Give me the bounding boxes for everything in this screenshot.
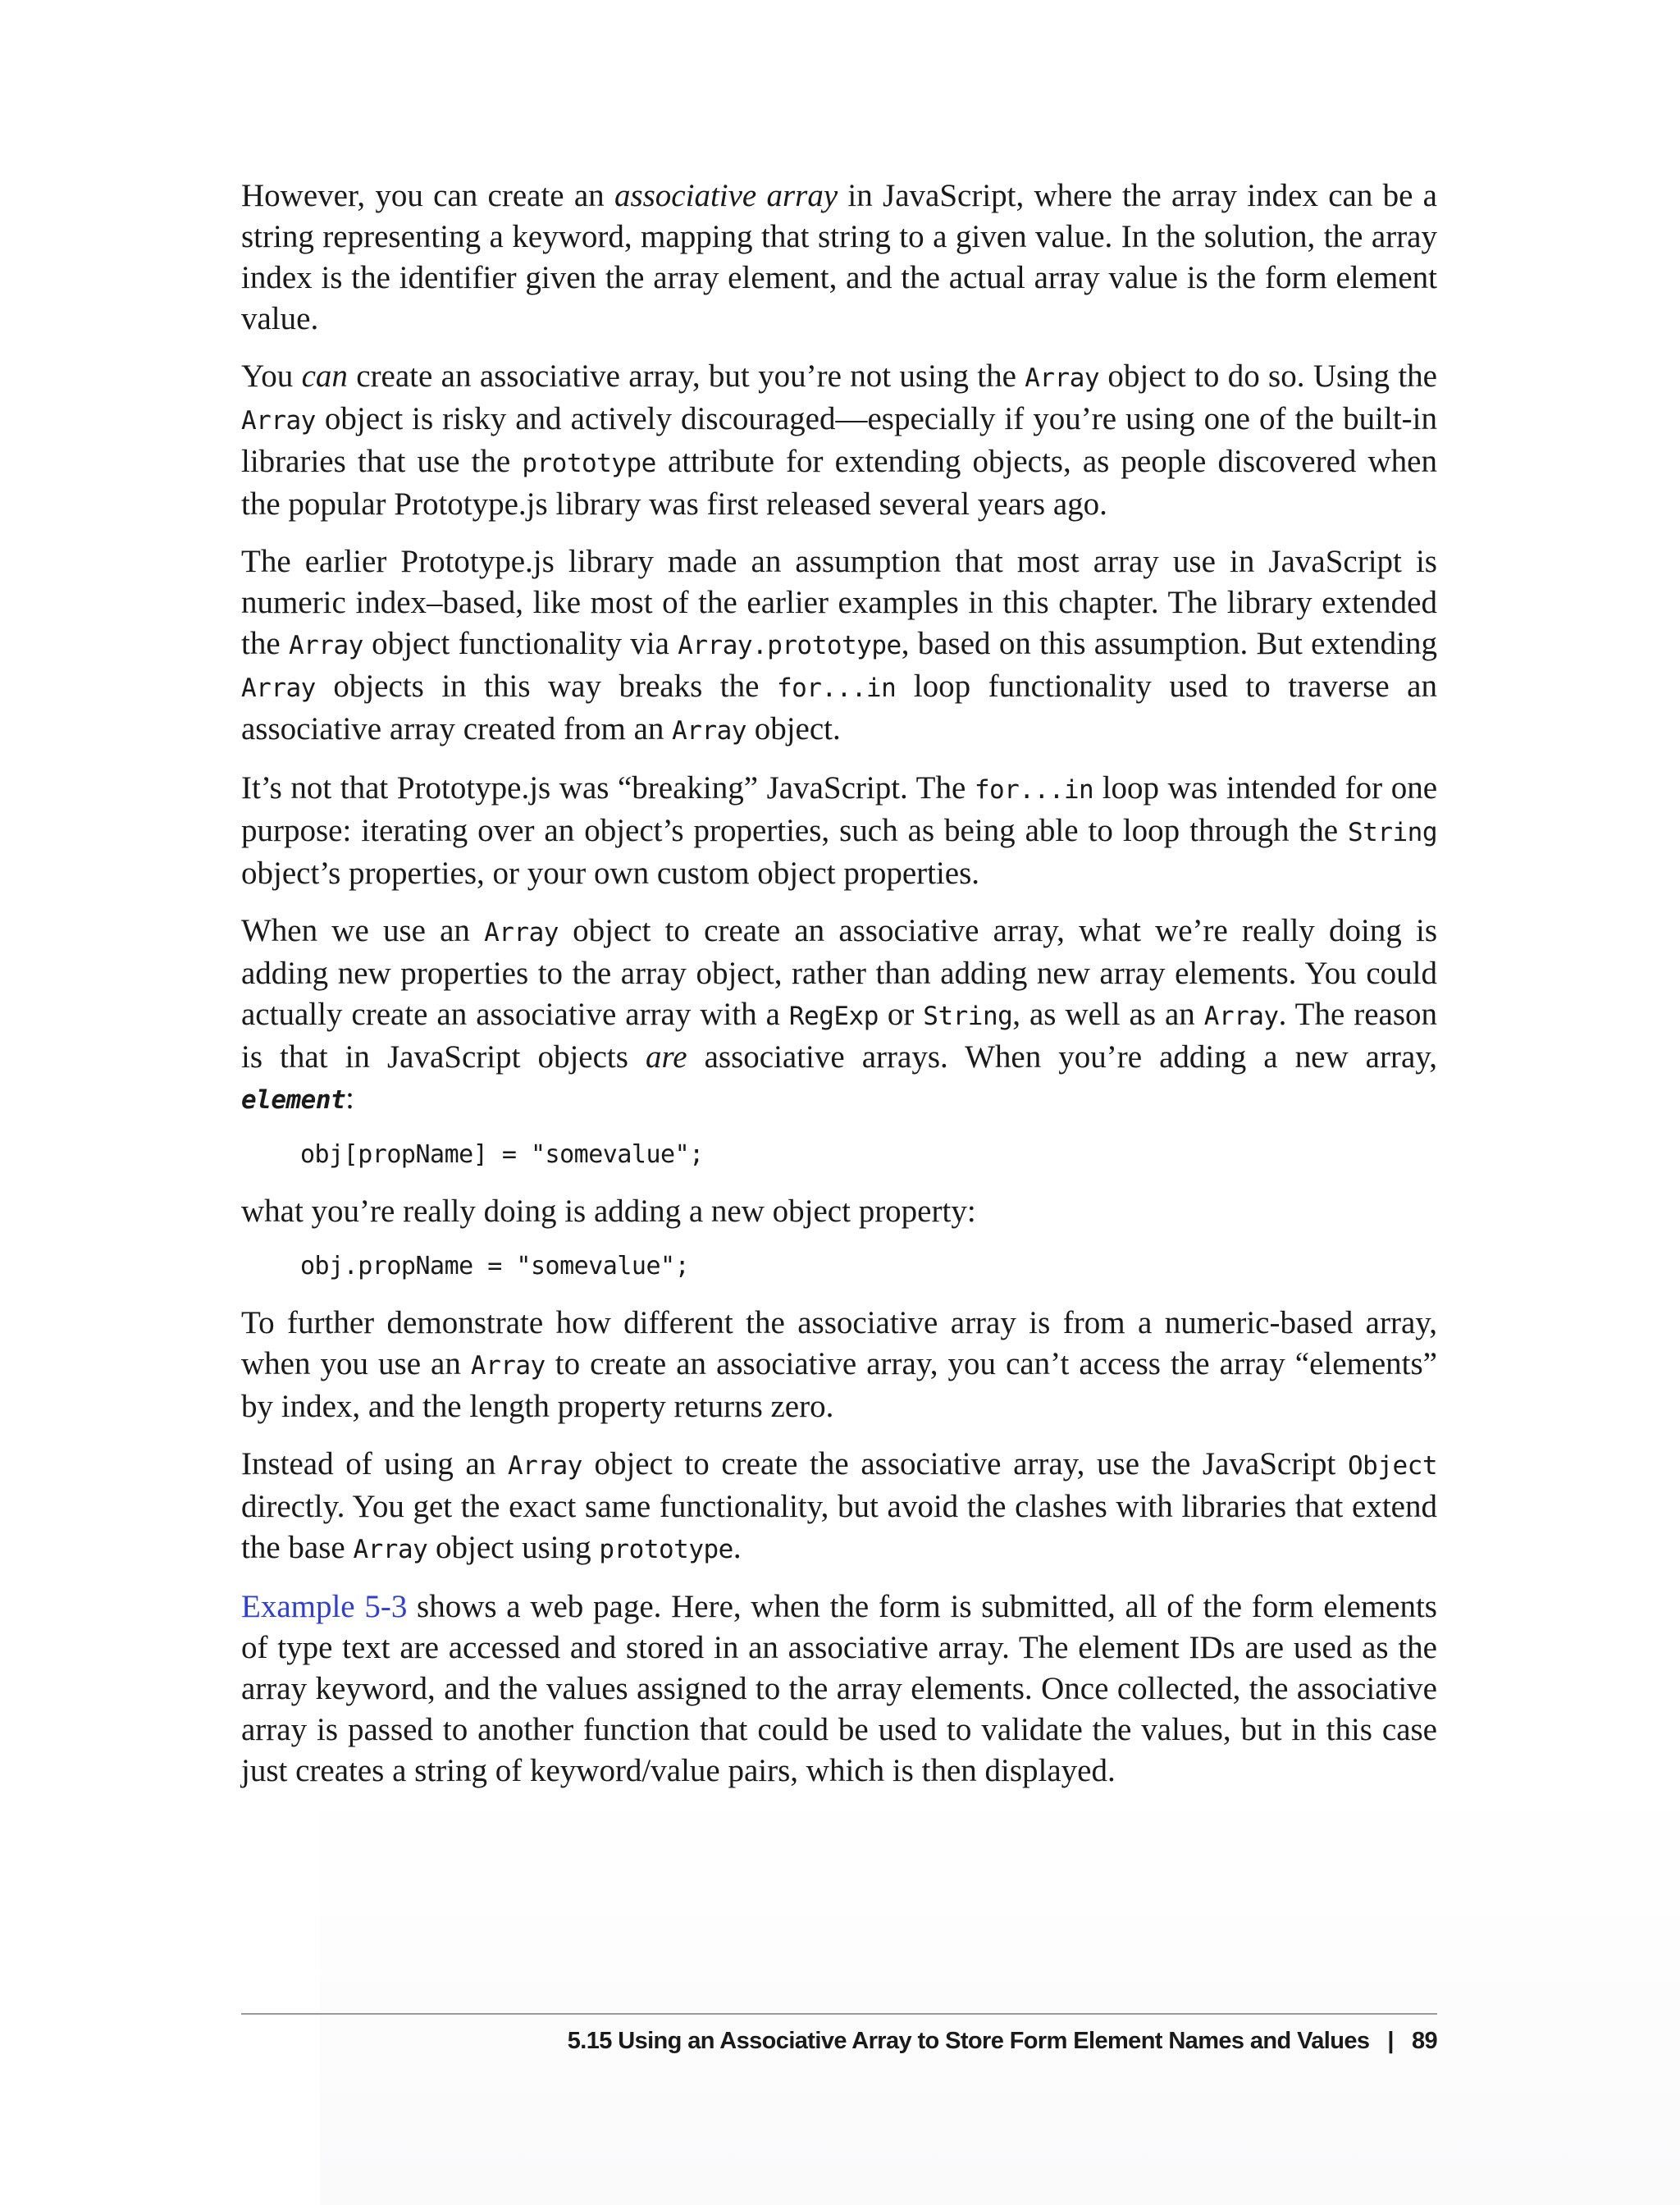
inline-code: Array	[470, 1351, 546, 1381]
footer-separator: |	[1387, 2028, 1394, 2054]
paragraph-1: However, you can create an associative array in JavaScript, where the array index can be a string representing a keyword, mapping that string to a given value. In the solution, the array index is the identifier given the array element, and the actual array value is the form element value.	[241, 178, 1437, 336]
page-footer	[241, 2025, 1437, 2057]
paragraph-4: It’s not that Prototype.js was “breaking” JavaScript. The for...in loop was intended for one purpose: iterating over an object’s properties, such as being able to loop through the String object’s properties, or your own custom object properties.	[241, 770, 1437, 891]
page-shade	[320, 1772, 1680, 2205]
emphasis: can	[301, 358, 348, 394]
inline-code: Array	[672, 716, 746, 746]
code-block-2: obj.propName = "somevalue";	[300, 1252, 690, 1281]
inline-code: RegExp	[788, 1002, 879, 1031]
footer-section-title: 5.15 Using an Associative Array to Store Form Element Names and Values	[567, 2028, 1370, 2054]
inline-code: Array	[507, 1451, 582, 1481]
inline-code: prototype	[599, 1535, 733, 1564]
emphasis: associative array	[614, 178, 838, 213]
paragraph-6: what you’re really doing is adding a new object property:	[241, 1194, 976, 1229]
paragraph-7: To further demonstrate how different the associative array is from a numeric-based array, when you use an Array to create an associative array, you can’t access the array “elements” by index, and the length property returns zero.	[241, 1305, 1437, 1424]
paragraph-9: Example 5-3 shows a web page. Here, when the form is submitted, all of the form elements of type text are accessed and stored in an associative array. The element IDs are used as the array keyword, and the values assigned to the array elements. Once collected, the associative array is passed to another function that could be used to validate the values, but in this case just creates a string of keyword/value pairs, which is then displayed.	[241, 1589, 1437, 1788]
inline-code: Array	[1203, 1002, 1279, 1031]
inline-code: Object	[1348, 1451, 1437, 1481]
inline-code: Array	[484, 918, 559, 947]
inline-code: prototype	[522, 449, 656, 478]
example-5-3-link[interactable]: Example 5-3	[241, 1589, 408, 1624]
inline-code: for...in	[776, 673, 897, 703]
code-block-1: obj[propName] = "somevalue";	[300, 1140, 704, 1169]
paragraph-8: Instead of using an Array object to create the associative array, use the JavaScript Object directly. You get the exact same functionality, but avoid the clashes with libraries that extend the base Array object using prototype.	[241, 1446, 1437, 1565]
inline-code: Array	[241, 673, 316, 703]
inline-code: Array	[353, 1535, 428, 1564]
inline-code: Array	[288, 631, 363, 660]
paragraph-5: When we use an Array object to create an associative array, what we’re really doing is adding new properties to the array object, rather than adding new array elements. You could actually create an associative array with a RegExp or String, as well as an Array. The reason is that in JavaScript objects are associative arrays. When you’re adding a new array, element:	[241, 913, 1437, 1116]
page-number: 89	[1411, 2028, 1437, 2054]
paragraph-3: The earlier Prototype.js library made an assumption that most array use in JavaScript is numeric index–based, like most of the earlier examples in this chapter. The library extended the Array object functionality via Array.prototype, based on this assumption. But extending Array objects in this way breaks the for...in loop functionality used to traverse an associative array created from an Array object.	[241, 544, 1437, 746]
inline-code: Array	[241, 406, 316, 436]
inline-code-emphasis: element	[241, 1085, 346, 1115]
inline-code: for...in	[974, 775, 1094, 805]
inline-code: String	[1348, 818, 1437, 847]
inline-code: Array.prototype	[678, 631, 902, 660]
emphasis: are	[646, 1039, 687, 1075]
paragraph-2: You can create an associative array, but you’re not using the Array object to do so. Using the Array object is risky and actively discouraged—especially if you’re using one of the built-in libraries that use the prototype attribute for extending objects, as people discovered when the popular Prototype.js library was first released several years ago.	[241, 358, 1437, 522]
inline-code: Array	[1025, 363, 1100, 393]
footer-divider	[241, 2013, 1437, 2015]
page-content	[241, 176, 1437, 1808]
inline-code: String	[923, 1002, 1013, 1031]
